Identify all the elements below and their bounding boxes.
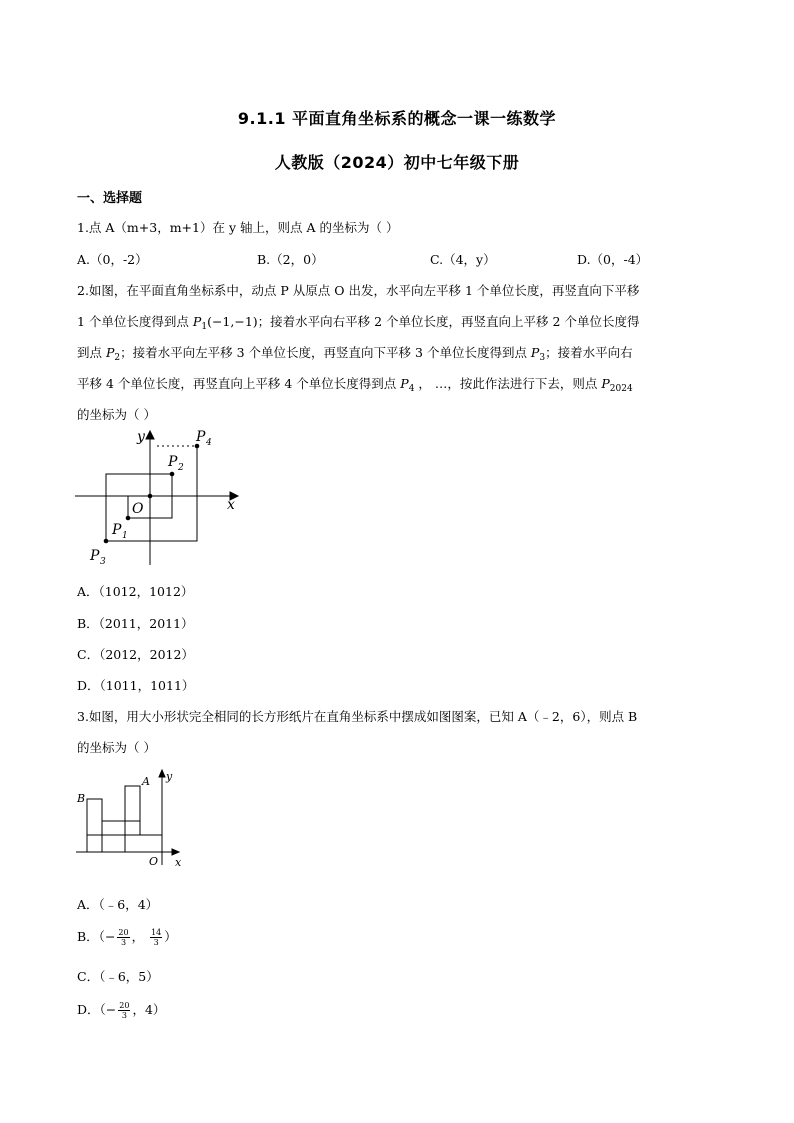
- question-2-line-4: 平移 4 个单位长度，再竖直向上平移 4 个单位长度得到点 $P_4$ ， …，按此作法进行下去，则点 $P_{2024}$: [77, 376, 633, 394]
- question-2-line-2: [77, 312, 639, 332]
- p3-symbol: $P_3$: [530, 345, 546, 363]
- point-a-label: A: [142, 775, 150, 788]
- x-label: x: [227, 497, 235, 513]
- question-2-line-1: 2.如图，在平面直角坐标系中，动点 P 从原点 O 出发，水平向左平移 1 个单位长度，再竖直向下平移: [77, 283, 640, 298]
- p2-symbol: $P_2$: [105, 345, 121, 363]
- origin-label: O: [132, 501, 144, 517]
- rect-left-vertical: [87, 799, 102, 852]
- question-3-line-2: 的坐标为（ ）: [77, 740, 156, 755]
- origin-point: [148, 494, 153, 499]
- p4-symbol: $P_4$: [400, 376, 415, 394]
- y-axis-arrow: [159, 770, 165, 777]
- q3-option-a: A．（﹣6，4）: [77, 897, 159, 912]
- q1-option-c: C.（4，y）: [430, 252, 496, 267]
- point-p2: [170, 472, 175, 477]
- question-3-line-1: 3.如图，用大小形状完全相同的长方形纸片在直角坐标系中摆成如图图案，已知 A（﹣2，6），则点 B: [77, 709, 638, 724]
- fraction-1: $\frac{20}{3}$: [118, 928, 129, 947]
- rect-bottom-right: [125, 835, 162, 852]
- q1-option-d: D.（0，-4）: [577, 252, 649, 267]
- q2-figure: [70, 425, 250, 570]
- page-subtitle: 人教版（2024）初中七年级下册: [274, 153, 520, 172]
- y-label: y: [166, 770, 173, 783]
- q2-option-d: D．（1011，1011）: [77, 678, 195, 693]
- p3-sub: 3: [100, 557, 106, 567]
- rect-top-vertical: [125, 786, 140, 835]
- q2-text: ；接着水平向右平移 2 个单位长度，再竖直向上平移 2 个单位长度得: [257, 314, 640, 329]
- section-heading: 一、选择题: [77, 191, 143, 206]
- q2-option-b: B．（2011，2011）: [77, 616, 194, 631]
- q2-option-a: A．（1012，1012）: [77, 584, 194, 599]
- p1-symbol: $P_1(-1,-1)$: [192, 314, 258, 332]
- p2024-symbol: $P_{2024}$: [601, 376, 633, 394]
- q1-option-b: B.（2，0）: [257, 252, 324, 267]
- point-p3: [104, 539, 109, 544]
- q3-option-c: C．（﹣6，5）: [77, 969, 159, 984]
- q1-option-a: A.（0，-2）: [77, 252, 148, 267]
- question-2-line-5: 的坐标为（ ）: [77, 407, 156, 422]
- rect-middle-horizontal: [102, 821, 140, 835]
- fraction-3: $\frac{20}{3}$: [119, 1001, 130, 1020]
- q3-option-b: B．（− $\frac{20}{3}$ ， $\frac{14}{3}$ ）: [77, 928, 177, 947]
- origin-label: O: [149, 855, 159, 868]
- x-label: x: [175, 856, 182, 869]
- x-axis-arrow: [172, 849, 179, 855]
- fraction-2: $\frac{14}{3}$: [151, 928, 162, 947]
- q3-figure: [72, 765, 197, 875]
- question-1-stem: 1.点 A（m+3，m+1）在 y 轴上，则点 A 的坐标为（ ）: [77, 220, 399, 235]
- p3-label: P: [90, 548, 100, 564]
- y-label: y: [137, 429, 145, 445]
- q3-option-d: D．（− $\frac{20}{3}$ ，4）: [77, 1001, 166, 1020]
- y-axis-arrow: [146, 431, 154, 439]
- p2-label: P: [168, 454, 178, 470]
- rect-bottom-left: [87, 835, 125, 852]
- q2-text: 1 个单位长度得到点: [77, 314, 193, 329]
- q2-option-c: C．（2012，2012）: [77, 647, 194, 662]
- point-b-label: B: [77, 792, 86, 805]
- p4-sub: 4: [206, 438, 212, 448]
- p1-label: P: [112, 522, 122, 538]
- point-p1: [126, 516, 131, 521]
- p2-sub: 2: [178, 463, 184, 473]
- p1-sub: 1: [122, 531, 128, 541]
- p4-label: P: [196, 429, 206, 445]
- question-2-line-3: 到点 $P_2$；接着水平向左平移 3 个单位长度，再竖直向下平移 3 个单位长度得到点 $P_3$；接着水平向右: [77, 345, 633, 363]
- page-title: 9.1.1 平面直角坐标系的概念一课一练数学: [237, 109, 557, 128]
